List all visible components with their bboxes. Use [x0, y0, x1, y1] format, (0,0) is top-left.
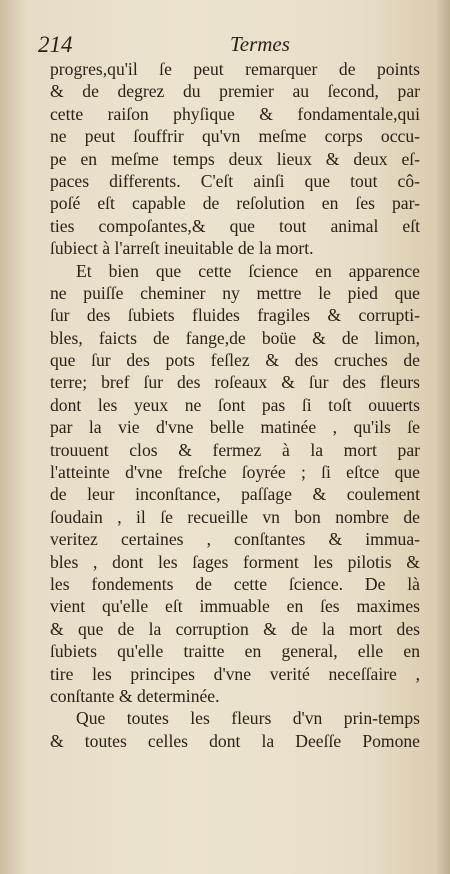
text-line: que ſur des pots feſlez & des cruches de — [50, 350, 420, 371]
page-gutter-shadow — [436, 0, 450, 874]
text-line: ſoudain , il ſe recueille vn bon nombre de — [50, 506, 420, 527]
text-line: poſé eſt capable de reſolution en ſes par- — [50, 193, 420, 214]
text-line: paces differents. C'eſt ainſi que tout cô- — [50, 170, 420, 191]
text-line: ne peut ſouffrir qu'vn meſme corps occu- — [50, 126, 420, 147]
text-line: ſubiets qu'elle traitte en general, elle en — [50, 641, 420, 662]
page-number: 214 — [38, 32, 73, 57]
running-title: Termes — [230, 32, 290, 56]
text-line: bles, faicts de fange,de boüe & de limon, — [50, 327, 420, 348]
text-line: ties compoſantes,& que tout animal eſt — [50, 215, 420, 236]
text-line: pe en meſme temps deux lieux & deux eſ- — [50, 148, 420, 169]
text-line: les fondements de cette ſcience. De là — [50, 573, 420, 594]
text-line: ſur des ſubiets fluides fragiles & corrupti- — [50, 305, 420, 326]
text-line: tire les principes d'vne verité neceſſaire , — [50, 663, 420, 684]
text-line: Que toutes les fleurs d'vn prin-temps — [76, 708, 420, 729]
text-line: vient qu'elle eſt immuable en ſes maximes — [50, 596, 420, 617]
text-line: Et bien que cette ſcience en apparence — [76, 260, 420, 281]
text-line: progres,qu'il ſe peut remarquer de points — [50, 59, 420, 79]
text-line: terre; bref ſur des roſeaux & ſur des fleurs — [50, 372, 420, 393]
text-line: trouuent clos & fermez à la mort par — [50, 439, 420, 460]
text-line: ſubiect à l'arreſt ineuitable de la mort. — [50, 238, 314, 259]
text-line: de leur inconſtance, paſſage & coulement — [50, 484, 420, 505]
text-line: conſtante & determinée. — [50, 685, 220, 706]
text-line: bles , dont les ſages forment les pilotis & — [50, 551, 420, 572]
text-line: l'atteinte d'vne freſche ſoyrée ; ſi eſtce que — [50, 462, 420, 483]
page-header — [38, 32, 418, 58]
text-line: par la vie d'vne belle matinée , qu'ils ſe — [50, 417, 420, 438]
text-line: & toutes celles dont la Deeſſe Pomone — [50, 730, 420, 751]
body-text — [50, 58, 420, 752]
text-line: & que de la corruption & de la mort des — [50, 618, 420, 639]
text-line: ne puiſſe cheminer ny mettre le pied que — [50, 282, 420, 303]
text-line: dont les yeux ne ſont pas ſi toſt ouuerts — [50, 394, 420, 415]
text-line: cette raiſon phyſique & fondamentale,qui — [50, 103, 420, 124]
text-line: & de degrez du premier au ſecond, par — [50, 81, 420, 102]
text-line: veritez certaines , conſtantes & immua- — [50, 529, 420, 550]
